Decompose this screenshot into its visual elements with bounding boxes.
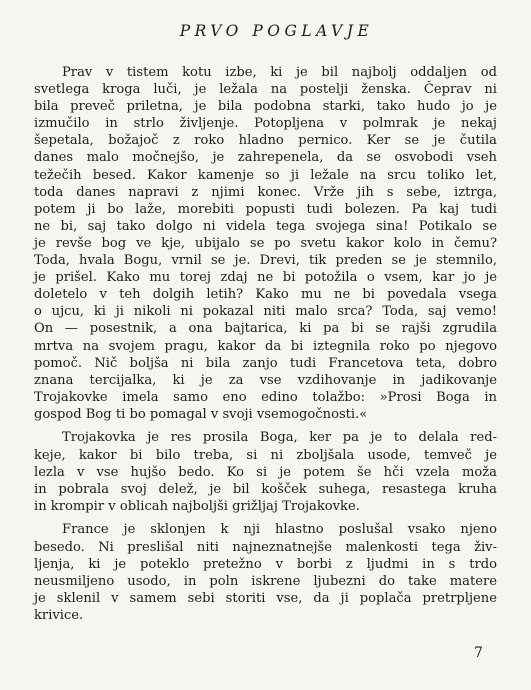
text-line: ne bi, saj tako dolgo ni videla tega svojega sina! Potikalo se [34,218,497,234]
text-line: lezla v vse hujšo bedo. Ko si je potem še hči vzela moža [34,464,497,480]
text-line: je revše bog ve kje, ubijalo se po svetu kakor kolo in čemu? [34,235,497,251]
text-line: je sklenil v samem sebi storiti vse, da ji poplača pretrpljene [34,590,497,606]
text-line: in krompir v oblicah najboljši grižljaj Trojakovke. [34,498,360,514]
text-line: pomoč. Nič boljša ni bila zanjo tudi Francetova teta, dobro [34,355,497,371]
text-line: toda danes napravi z njimi konec. Vrže jih s sebe, iztrga, [34,184,497,200]
text-line: Prav v tistem kotu izbe, ki je bil najbolj oddaljen od [62,65,497,80]
paragraph [34,429,497,514]
text-line: šepetala, božajoč z roko hladno pernico. Ker se je čutila [34,133,497,149]
text-line: mrtva na svojem pragu, kakor da bi iztegnila roko po njegovo [34,338,497,354]
text-line: o ujcu, ki ji nikoli ni pokazal niti malo srca? Toda, saj vemo! [34,304,497,320]
text-line: danes malo močnejšo, je zahrepenela, da se osvobodi vseh [34,150,497,166]
text-line: Trojakovke imela samo eno edino tolažbo: »Prosi Boga in [34,389,497,405]
text-line: je prišel. Kako mu torej zdaj ne bi potožila o vsem, kar jo je [34,270,497,286]
text-line: France je sklonjen k nji hlastno poslušal vsako njeno [62,522,497,538]
chapter-title: PRVO POGLAVJE [179,22,374,40]
body-text [34,64,497,631]
text-line: ljenja, ki je poteklo pretežno v borbi z ljudmi in s trdo [34,556,497,572]
text-line: znana tercijalka, ki je za vse vzdihovanje in jadikovanje [34,372,497,388]
text-line: krivice. [34,607,84,623]
text-line: neusmiljeno usodo, in poln iskrene ljubezni do take matere [34,573,497,589]
text-line: in pobrala svoj delež, je bil košček suhega, resastega kruha [34,481,497,497]
text-line: svetlega kroga luči, je ležala na postelji ženska. Čeprav ni [34,82,497,98]
paragraph [34,521,497,624]
text-line: potem ji bo laže, morebiti popusti tudi bolezen. Pa kaj tudi [34,201,497,217]
text-line: keje, kakor bi bilo treba, si ni zboljšala usode, temveč je [34,447,497,463]
page-number: 7 [474,645,483,661]
text-line: težečih besed. Kakor kamenje so ji ležale na srcu toliko let, [34,167,497,183]
text-line: gospod Bog ti bo pomagal v svoji vsemogočnosti.« [34,406,368,422]
text-line: Toda, hvala Bogu, vrnil se je. Drevi, tik preden se je stemnilo, [34,253,497,269]
text-line: doletelo v teh dolgih letih? Kako mu ne bi povedala vsega [34,287,497,303]
text-line: On — posestnik, a ona bajtarica, ki pa bi se rajši zgrudila [34,321,497,337]
text-line: izmučilo in strlo življenje. Potopljena v polmrak je nekaj [34,116,497,132]
text-line: Trojakovka je res prosila Boga, ker pa je to delala red- [62,430,497,446]
text-line: besedo. Ni preslišal niti najneznatnejše malenkosti tega živ- [34,539,497,555]
text-line: bila preveč priletna, je bila podobna starki, tako hudo jo je [34,99,497,115]
paragraph [34,64,497,423]
